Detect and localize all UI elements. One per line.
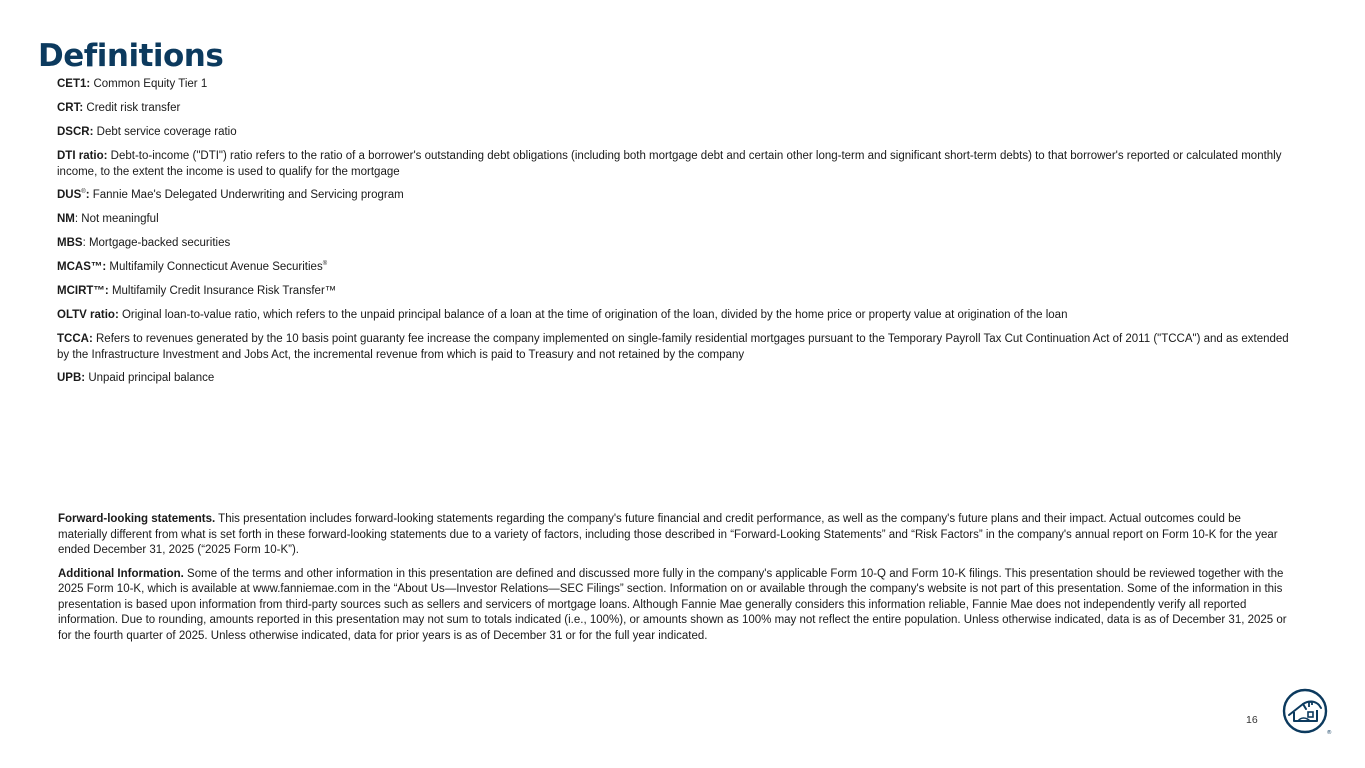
definition-separator: : <box>81 372 86 384</box>
definition-item <box>57 307 1297 323</box>
definition-separator: : <box>114 309 119 321</box>
definition-term: UPB <box>57 372 82 384</box>
definition-text: : Not meaningful <box>74 213 159 225</box>
definition-text: Unpaid principal balance <box>85 372 215 384</box>
definition-text: Fannie Mae's Delegated Underwriting and Servicing program <box>89 189 404 201</box>
additional-information <box>58 567 1288 645</box>
registered-mark: ® <box>81 189 86 196</box>
definition-item <box>57 235 1297 251</box>
definition-term: DTI ratio <box>57 150 104 162</box>
definition-separator: : <box>88 333 93 345</box>
definition-text: Original loan-to-value ratio, which refers to the unpaid principal balance of a loan at the time of origination of the loan, divided by the home price or property value at origination of the loan <box>118 309 1068 321</box>
definition-separator: : <box>89 126 94 138</box>
definition-text: Refers to revenues generated by the 10 basis point guaranty fee increase the company implemented on single-family residential mortgages pursuant to the Temporary Payroll Tax Cut Continuation Act of 2011 ("TCCA") and as extended by the Infrastructure Investment and Jobs Act, the incremental revenue from which is paid to Treasury and not retained by the company <box>57 333 1289 361</box>
definition-item <box>57 124 1297 140</box>
disclaimer-notes <box>58 512 1288 652</box>
definition-term: MBS <box>57 237 83 249</box>
definition-item <box>57 283 1297 299</box>
definition-item <box>57 211 1297 227</box>
definition-separator: : <box>79 102 84 114</box>
definition-separator: : <box>102 261 107 273</box>
definition-separator: : <box>86 78 91 90</box>
definition-text: Debt service coverage ratio <box>93 126 237 138</box>
definition-term: MCIRT™ <box>57 285 105 297</box>
definition-item <box>57 76 1297 92</box>
note-lead: Forward-looking statements. <box>58 513 216 525</box>
definition-text: Common Equity Tier 1 <box>90 78 208 90</box>
definition-term: OLTV ratio <box>57 309 115 321</box>
definition-term: MCAS™ <box>57 261 103 273</box>
note-text: This presentation includes forward-looking statements regarding the company's future financial and credit performance, as well as the company's future plans and their impact. Actual outcomes could be materially different from what is set forth in these forward-looking statements due to a variety of factors, including those described in “Forward-Looking Statements” and “Risk Factors” in the company's annual report on Form 10-K for the year ended December 31, 2025 (“2025 Form 10-K”). <box>58 513 1278 556</box>
note-lead: Additional Information. <box>58 567 184 580</box>
definition-item <box>57 331 1297 363</box>
definition-term: DSCR <box>57 126 90 138</box>
page-number: 16 <box>1246 714 1258 726</box>
definition-item <box>57 370 1297 386</box>
definition-text: Multifamily Credit Insurance Risk Transfer™ <box>108 285 337 297</box>
definition-term: TCCA <box>57 333 89 345</box>
definition-term: DUS <box>57 189 82 201</box>
definition-term: NM <box>57 213 75 225</box>
logo-registered-mark: ® <box>1326 730 1332 736</box>
definition-term: CRT <box>57 102 80 114</box>
definition-separator: : <box>103 150 108 162</box>
fannie-mae-house-logo-icon <box>1282 688 1330 736</box>
definition-separator: : <box>104 285 109 297</box>
definition-item <box>57 187 1297 203</box>
definition-text: Debt-to-income ("DTI") ratio refers to the ratio of a borrower's outstanding debt obligations (including both mortgage debt and certain other long-term and significant short-term debts) to that borrower's reported or calculated monthly income, to the extent the income is used to qualify for the mortgage <box>57 150 1282 178</box>
definition-text: Credit risk transfer <box>83 102 181 114</box>
definition-item <box>57 148 1297 180</box>
definition-separator: : <box>85 189 90 201</box>
definition-term: CET1 <box>57 78 87 90</box>
definitions-list <box>57 76 1297 394</box>
definition-text: Multifamily Connecticut Avenue Securities <box>106 261 323 273</box>
registered-mark: ® <box>322 261 328 268</box>
definition-text: : Mortgage-backed securities <box>82 237 231 249</box>
definition-item <box>57 100 1297 116</box>
note-text: Some of the terms and other information in this presentation are defined and discussed more fully in the company's applicable Form 10-Q and Form 10-K filings. This presentation should be reviewed together with the 2025 Form 10-K, which is available at www.fanniemae.com in the “About Us—Investor Relations—SEC Filings” section. Information on or available through the company's website is not part of this presentation. Some of the information in this presentation is based upon information from third-party sources such as sellers and servicers of mortgage loans. Although Fannie Mae generally considers this information reliable, Fannie Mae does not independently verify all reported information. Due to rounding, amounts reported in this presentation may not sum to totals indicated (i.e., 100%), or amounts shown as 100% may not reflect the entire population. Unless otherwise indicated, data is as of December 31, 2025 or for the fourth quarter of 2025. Unless otherwise indicated, data for prior years is as of December 31 or for the full year indicated. <box>58 567 1287 642</box>
page-title: Definitions <box>38 38 224 74</box>
forward-looking-statement <box>58 512 1288 559</box>
definition-item <box>57 259 1297 275</box>
